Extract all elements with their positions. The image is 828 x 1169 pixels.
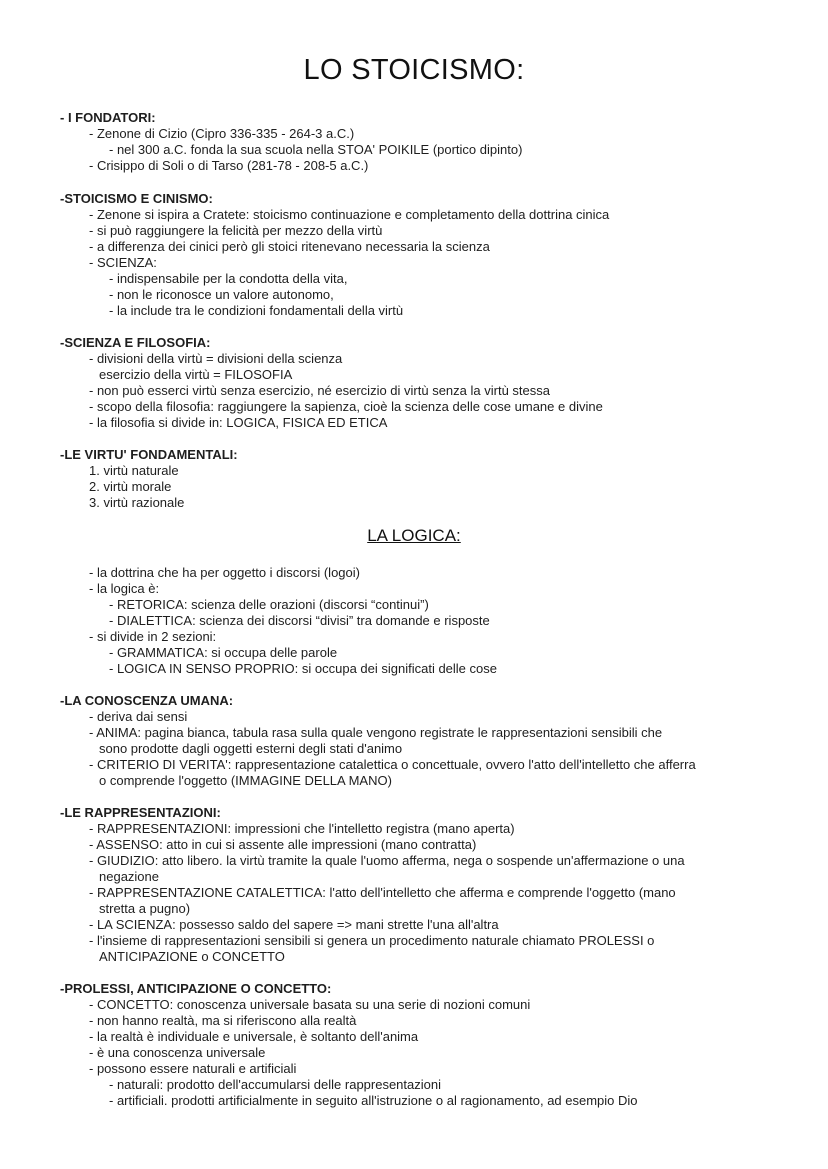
list-item: - è una conoscenza universale xyxy=(89,1045,266,1060)
list-item: o comprende l'oggetto (IMMAGINE DELLA MANO) xyxy=(99,773,392,788)
list-item: - indispensabile per la condotta della vita, xyxy=(109,271,348,286)
list-item: - artificiali. prodotti artificialmente in seguito all'istruzione o al ragionamento, ad esempio Dio xyxy=(109,1093,638,1108)
list-item: - la dottrina che ha per oggetto i discorsi (logoi) xyxy=(89,565,360,580)
list-item: - divisioni della virtù = divisioni della scienza xyxy=(89,351,343,366)
list-item: esercizio della virtù = FILOSOFIA xyxy=(99,367,293,382)
section-heading: -LE VIRTU' FONDAMENTALI: xyxy=(60,447,238,462)
list-item: - ASSENSO: atto in cui si assente alle impressioni (mano contratta) xyxy=(89,837,477,852)
section-heading: -SCIENZA E FILOSOFIA: xyxy=(60,335,211,350)
list-item: - a differenza dei cinici però gli stoici ritenevano necessaria la scienza xyxy=(89,239,490,254)
section-subtitle: LA LOGICA: xyxy=(367,526,461,545)
list-item: - RETORICA: scienza delle orazioni (discorsi “continui”) xyxy=(109,597,429,612)
list-item: - si può raggiungere la felicità per mezzo della virtù xyxy=(89,223,383,238)
list-item: - la filosofia si divide in: LOGICA, FISICA ED ETICA xyxy=(89,415,388,430)
section-heading: -LA CONOSCENZA UMANA: xyxy=(60,693,234,708)
list-item: - RAPPRESENTAZIONE CATALETTICA: l'atto dell'intelletto che afferma e comprende l'oggetto (mano xyxy=(89,885,676,900)
list-item: negazione xyxy=(99,869,159,884)
list-item: - DIALETTICA: scienza dei discorsi “divisi” tra domande e risposte xyxy=(109,613,490,628)
list-item: ANTICIPAZIONE o CONCETTO xyxy=(99,949,285,964)
list-item: 1. virtù naturale xyxy=(89,463,179,478)
page-title: LO STOICISMO: xyxy=(303,54,525,86)
list-item: 2. virtù morale xyxy=(89,479,172,494)
list-item: - CRITERIO DI VERITA': rappresentazione catalettica o concettuale, ovvero l'atto dell'intelletto che afferra xyxy=(89,757,696,772)
section-heading: -LE RAPPRESENTAZIONI: xyxy=(60,805,221,820)
list-item: - GRAMMATICA: si occupa delle parole xyxy=(109,645,338,660)
list-item: - LA SCIENZA: possesso saldo del sapere => mani strette l'una all'altra xyxy=(89,917,499,932)
list-item: - la logica è: xyxy=(89,581,160,596)
list-item: - ANIMA: pagina bianca, tabula rasa sulla quale vengono registrate le rappresentazioni sensibili che xyxy=(89,725,663,740)
list-item: - Zenone di Cizio (Cipro 336-335 - 264-3 a.C.) xyxy=(89,126,355,141)
list-item: - nel 300 a.C. fonda la sua scuola nella STOA' POIKILE (portico dipinto) xyxy=(109,142,523,157)
list-item: - CONCETTO: conoscenza universale basata su una serie di nozioni comuni xyxy=(89,997,531,1012)
list-item: - si divide in 2 sezioni: xyxy=(89,629,217,644)
list-item: - la realtà è individuale e universale, è soltanto dell'anima xyxy=(89,1029,419,1044)
list-item: - non le riconosce un valore autonomo, xyxy=(109,287,334,302)
list-item: 3. virtù razionale xyxy=(89,495,185,510)
list-item: - non può esserci virtù senza esercizio, né esercizio di virtù senza la virtù stessa xyxy=(89,383,550,398)
list-item: sono prodotte dagli oggetti esterni degli stati d'animo xyxy=(99,741,403,756)
list-item: stretta a pugno) xyxy=(99,901,191,916)
list-item: - Crisippo di Soli o di Tarso (281-78 - 208-5 a.C.) xyxy=(89,158,369,173)
list-item: - possono essere naturali e artificiali xyxy=(89,1061,297,1076)
section-heading: -STOICISMO E CINISMO: xyxy=(60,191,213,206)
section-heading: - I FONDATORI: xyxy=(60,110,156,125)
list-item: - scopo della filosofia: raggiungere la sapienza, cioè la scienza delle cose umane e divine xyxy=(89,399,603,414)
list-item: - la include tra le condizioni fondamentali della virtù xyxy=(109,303,404,318)
list-item: - LOGICA IN SENSO PROPRIO: si occupa dei significati delle cose xyxy=(109,661,497,676)
list-item: - l'insieme di rappresentazioni sensibili si genera un procedimento naturale chiamato PROLESSI o xyxy=(89,933,655,948)
list-item: - non hanno realtà, ma si riferiscono alla realtà xyxy=(89,1013,357,1028)
list-item: - SCIENZA: xyxy=(89,255,157,270)
list-item: - deriva dai sensi xyxy=(89,709,188,724)
list-item: - Zenone si ispira a Cratete: stoicismo continuazione e completamento della dottrina cinica xyxy=(89,207,610,222)
list-item: - naturali: prodotto dell'accumularsi delle rappresentazioni xyxy=(109,1077,441,1092)
list-item: - RAPPRESENTAZIONI: impressioni che l'intelletto registra (mano aperta) xyxy=(89,821,515,836)
list-item: - GIUDIZIO: atto libero. la virtù tramite la quale l'uomo afferma, nega o sospende un'affermazione o una xyxy=(89,853,685,868)
section-heading: -PROLESSI, ANTICIPAZIONE O CONCETTO: xyxy=(60,981,332,996)
